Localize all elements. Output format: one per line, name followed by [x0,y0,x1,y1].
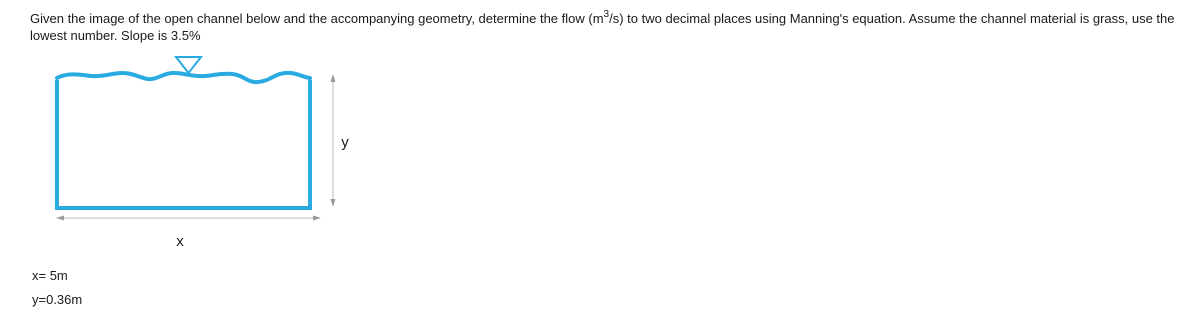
given-y-value: y=0.36m [32,292,83,307]
channel-cross-section [57,80,310,208]
y-label: y [341,134,349,151]
x-dimension-arrow [56,216,321,221]
inverted-triangle-icon [176,57,201,73]
x-label: x [176,233,184,250]
problem-text-part2: /s) to two decimal places using Manning's equation. Assume the channel material is grass, use the lowest number. Slope is 3.5% [30,11,1175,43]
y-dimension-arrow [331,74,336,207]
cubic-superscript: 3 [603,9,610,20]
water-surface [57,73,310,82]
problem-text-part1: Given the image of the open channel below and the accompanying geometry, determine the flow (m [30,11,604,26]
given-x-value: x= 5m [32,268,68,283]
